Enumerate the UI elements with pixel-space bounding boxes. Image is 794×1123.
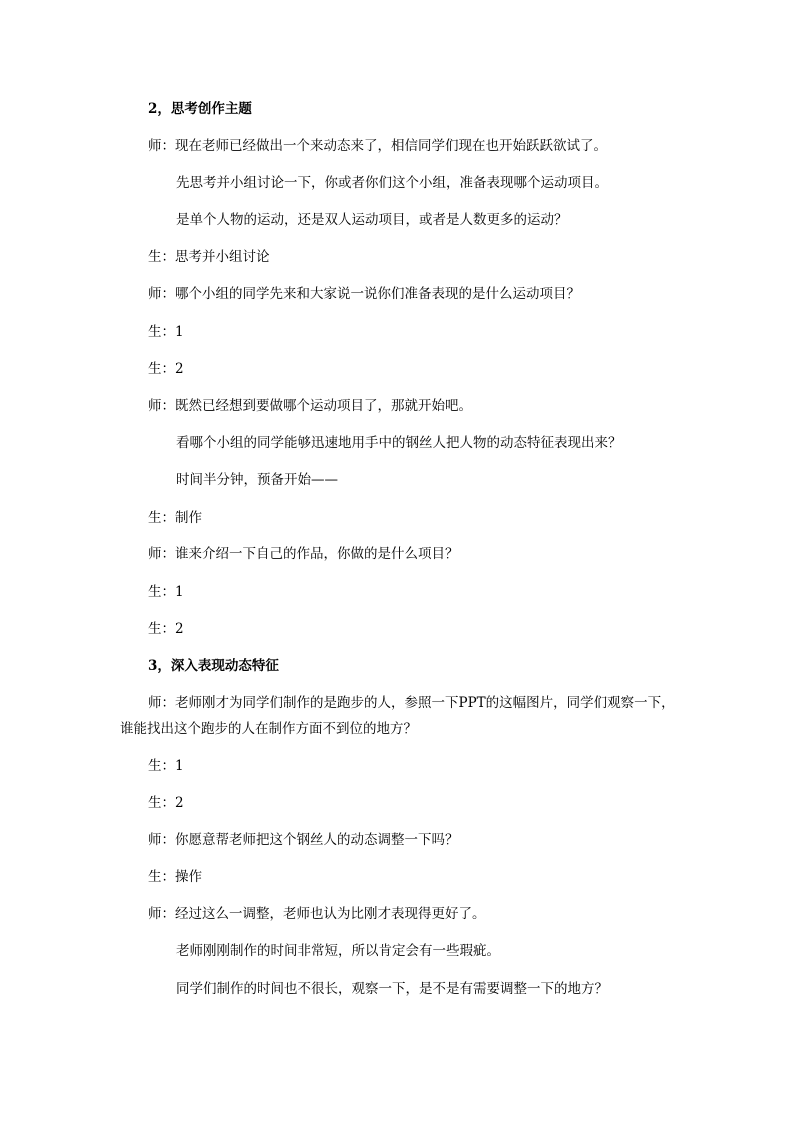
student-line: 生：1 — [148, 758, 184, 774]
teacher-line: 师：经过这么一调整，老师也认为比刚才表现得更好了。 — [148, 906, 486, 922]
teacher-line-continued: 同学们制作的时间也不很长，观察一下，是不是有需要调整一下的地方？ — [176, 981, 608, 997]
student-line: 生：制作 — [148, 510, 202, 526]
teacher-line-wrapped: 师：老师刚才为同学们制作的是跑步的人，参照一下PPT的这幅图片，同学们观察一下，谁能找出这个跑步的人在制作方面不到位的地方？ — [120, 695, 675, 737]
student-line: 生：1 — [148, 324, 184, 340]
teacher-line: 师：现在老师已经做出一个来动态来了，相信同学们现在也开始跃跃欲试了。 — [148, 138, 607, 154]
student-line: 生：2 — [148, 621, 184, 637]
teacher-line-continued: 是单个人物的运动，还是双人运动项目，或者是人数更多的运动？ — [176, 212, 568, 228]
teacher-line: 师：既然已经想到要做哪个运动项目了，那就开始吧。 — [148, 398, 472, 414]
teacher-line: 师：你愿意帮老师把这个钢丝人的动态调整一下吗？ — [148, 832, 459, 848]
teacher-line: 师：哪个小组的同学先来和大家说一说你们准备表现的是什么运动项目？ — [148, 286, 580, 302]
student-line: 生：2 — [148, 795, 184, 811]
section-heading-3: 3，深入表现动态特征 — [148, 658, 279, 674]
teacher-line-continued: 看哪个小组的同学能够迅速地用手中的钢丝人把人物的动态特征表现出来？ — [176, 435, 622, 451]
teacher-line: 师：谁来介绍一下自己的作品，你做的是什么项目？ — [148, 546, 459, 562]
student-line: 生：2 — [148, 361, 184, 377]
teacher-line-continued: 先思考并小组讨论一下，你或者你们这个小组，准备表现哪个运动项目。 — [176, 175, 608, 191]
student-line: 生：思考并小组讨论 — [148, 249, 270, 265]
student-line: 生：操作 — [148, 869, 202, 885]
teacher-line-continued: 时间半分钟，预备开始—— — [176, 472, 338, 488]
teacher-line-continued: 老师刚刚制作的时间非常短，所以肯定会有一些瑕疵。 — [176, 943, 500, 959]
student-line: 生：1 — [148, 584, 184, 600]
section-heading-2: 2，思考创作主题 — [148, 101, 252, 117]
